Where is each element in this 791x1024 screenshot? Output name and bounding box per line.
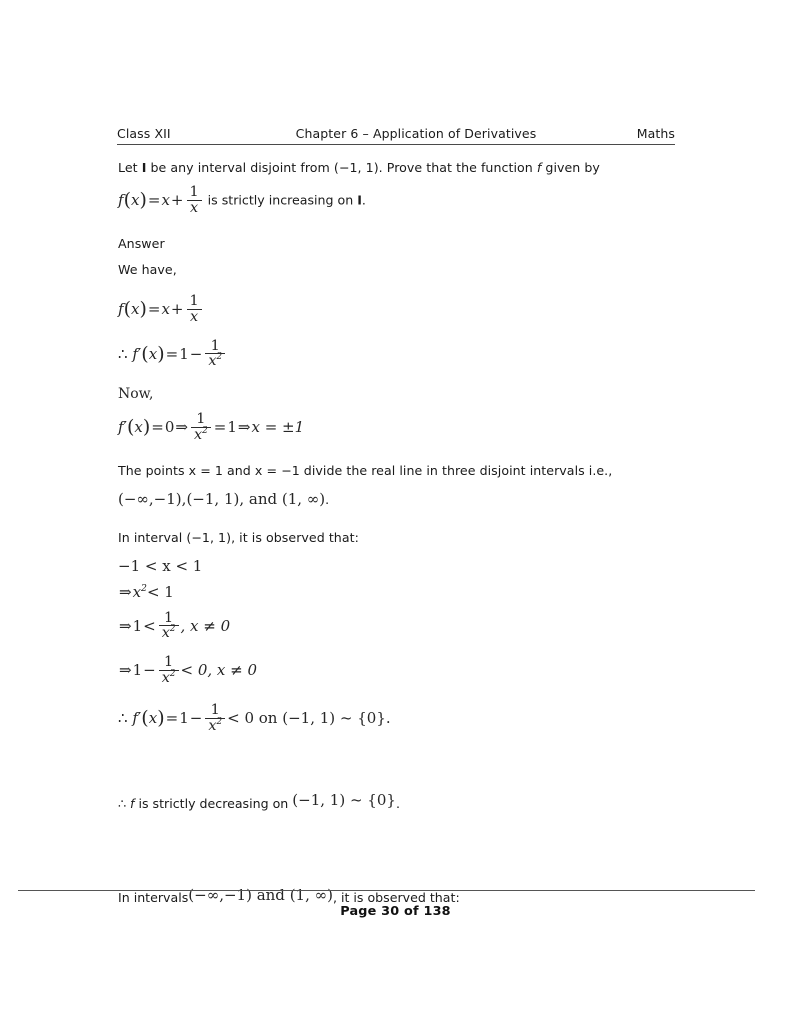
eq-f-symbol: f (118, 191, 124, 210)
deriv-equals-sign: = (165, 344, 179, 363)
ineq3-den-exponent: 2 (169, 624, 176, 635)
concl-therefore-symbol: ∴ (118, 709, 128, 728)
fn-fraction-numerator: 1 (189, 293, 199, 310)
decreasing-text: is strictly decreasing on (134, 795, 293, 811)
fn-equals-sign: = (147, 300, 161, 319)
decreasing-function-symbol: f (130, 795, 135, 811)
ineq3-fraction-numerator: 1 (164, 609, 174, 626)
decreasing-interval-expression: (−1, 1) ~ {0} (292, 791, 396, 810)
concl-minus-sign: − (189, 709, 203, 728)
intervals-comma: , (181, 490, 187, 508)
fn-fraction-one-over-x (187, 294, 202, 324)
concl-f-symbol: f (132, 709, 138, 728)
crit-equals-sign: = (151, 418, 164, 437)
ineq4-one: 1 (132, 660, 143, 679)
deriv-f-symbol: f (132, 344, 138, 363)
ineq4-tail: < 0, x ≠ 0 (180, 660, 258, 679)
fn-paren-close: ) (139, 298, 147, 321)
crit-den-exponent: 2 (202, 426, 208, 437)
ineq2-rest: < 1 (146, 582, 174, 601)
critical-points-sentence: The points x = 1 and x = −1 divide the real line in three disjoint intervals i.e., (118, 462, 613, 478)
ineq3-den-base: x (161, 625, 170, 642)
concl-fraction-denominator (205, 718, 225, 734)
ineq3-fraction-one-over-x-squared (159, 611, 179, 641)
question-statement (118, 158, 678, 178)
page-header (117, 126, 675, 145)
inequality-row-1 (118, 556, 678, 576)
in-intervals-first: (−∞,−1) (188, 885, 252, 904)
therefore-symbol: ∴ (118, 344, 128, 363)
ineq3-tail: , x ≠ 0 (180, 616, 231, 635)
deriv-minus-sign: − (189, 344, 203, 363)
concl-less-than-zero: < 0 on (227, 709, 278, 728)
crit-fraction-denominator (191, 427, 211, 443)
ineq2-implies: ⇒ (119, 582, 132, 601)
fn-fraction-denominator: x (187, 309, 202, 325)
question-text-part3: given by (541, 160, 600, 175)
deriv-paren-close: ) (157, 342, 165, 365)
equation-derivative (118, 339, 227, 369)
footer-divider (18, 890, 755, 891)
in-intervals-prefix: In intervals (118, 890, 189, 906)
eq-paren-close: ) (139, 189, 147, 212)
document-body (118, 158, 678, 909)
intervals-row (118, 489, 678, 510)
crit-one: 1 (227, 418, 237, 437)
ineq4-fraction-denominator (159, 670, 179, 686)
inequality-2 (118, 583, 174, 601)
in-interval-sentence: In interval (−1, 1), it is observed that: (118, 529, 359, 545)
concl-equals-sign: = (165, 709, 179, 728)
crit-fraction-numerator: 1 (196, 411, 206, 428)
conclusion-inequality (118, 703, 391, 733)
ineq3-fraction-denominator (159, 625, 179, 641)
equation-f-definition (118, 185, 204, 215)
inequality-row-3 (118, 611, 678, 641)
crit-fraction-one-over-x-squared (191, 412, 211, 442)
intervals-trailing-period: . (325, 491, 330, 507)
ineq3-implies: ⇒ (119, 616, 132, 635)
we-have-label: We have, (118, 262, 177, 278)
fn-paren-open: ( (123, 298, 131, 321)
concl-den-exponent: 2 (216, 717, 223, 728)
crit-den-base: x (193, 426, 203, 443)
inequality-4 (118, 655, 257, 685)
concl-paren-open: ( (141, 707, 149, 730)
header-chapter-title: Chapter 6 – Application of Derivatives (295, 126, 537, 141)
in-intervals-second: (1, ∞) (289, 885, 333, 904)
ineq4-fraction-numerator: 1 (164, 653, 174, 670)
answer-label: Answer (118, 236, 165, 252)
concl-one: 1 (179, 709, 189, 728)
concl-period: . (385, 709, 391, 728)
question-text-part2: be any interval disjoint from (−1, 1). Prove that the function (146, 160, 537, 175)
eq-plus-sign: + (170, 191, 184, 210)
strictly-decreasing-row (118, 791, 678, 815)
question-equation-row (118, 186, 678, 216)
ineq3-less-than: < (143, 616, 156, 635)
interval-one-to-infinity: (1, ∞) (281, 490, 326, 508)
eq-fraction-one-over-x (187, 185, 202, 215)
concl-fraction-one-over-x-squared (205, 703, 225, 733)
ineq4-den-base: x (161, 669, 170, 686)
ineq4-fraction-one-over-x-squared (159, 655, 179, 685)
concl-fraction-numerator: 1 (210, 702, 220, 719)
fn-variable-x: x (130, 300, 140, 319)
ineq4-minus: − (143, 660, 156, 679)
fn-plus-sign: + (170, 300, 184, 319)
question-equation-period: . (361, 192, 366, 208)
in-intervals-expression (188, 885, 333, 905)
crit-prime-symbol: ′ (123, 418, 127, 437)
eq-fraction-denominator: x (187, 200, 202, 216)
question-equation-trailing-text: is strictly increasing on (203, 192, 358, 208)
equation-row-derivative (118, 339, 678, 369)
equation-critical-points (118, 412, 304, 442)
ineq3-one: 1 (132, 616, 143, 635)
conclusion-inequality-row (118, 703, 678, 733)
concl-prime-symbol: ′ (137, 709, 142, 728)
deriv-one: 1 (179, 344, 189, 363)
deriv-paren-open: ( (141, 342, 149, 365)
page-number-label: Page 30 of 138 (340, 904, 451, 919)
crit-f-symbol: f (118, 418, 124, 437)
crit-implies-1: ⇒ (175, 418, 188, 437)
deriv-fraction-one-over-x-squared (205, 339, 225, 369)
ineq2-x: x (132, 582, 142, 601)
eq-rhs-x: x (161, 191, 170, 210)
crit-equals-sign-2: = (213, 418, 227, 437)
equation-function (118, 294, 204, 324)
ineq4-implies: ⇒ (119, 660, 132, 679)
header-class-label: Class XII (117, 126, 171, 141)
deriv-fraction-numerator: 1 (210, 337, 220, 354)
question-text-part1: Let (118, 160, 142, 175)
intervals-and-text: , and (239, 490, 282, 508)
eq-fraction-numerator: 1 (189, 184, 199, 200)
concl-variable-x: x (148, 709, 158, 728)
in-intervals-suffix: , it is observed that: (332, 890, 460, 906)
deriv-prime-symbol: ′ (137, 344, 142, 363)
concl-paren-close: ) (157, 707, 165, 730)
header-divider (117, 144, 675, 145)
inequality-row-2 (118, 581, 678, 601)
interval-minus-one-to-one: (−1, 1) (186, 490, 240, 508)
ineq2-exponent: 2 (141, 582, 147, 594)
header-row (117, 126, 675, 141)
decreasing-therefore-prefix: ∴ (118, 795, 131, 811)
inequality-3 (118, 611, 230, 641)
now-label-row (118, 383, 678, 402)
eq-variable-x: x (130, 191, 140, 210)
in-intervals-and: and (251, 885, 290, 904)
fn-f-symbol: f (118, 300, 124, 319)
concl-den-base: x (208, 717, 217, 734)
question-function-symbol: f (536, 160, 542, 175)
question-equation-interval-symbol: I (357, 192, 362, 208)
crit-paren-close: ) (142, 416, 151, 439)
fn-rhs-x: x (161, 300, 170, 319)
intervals-expression (118, 490, 325, 508)
crit-paren-open: ( (126, 416, 135, 439)
inequality-row-4 (118, 655, 678, 685)
eq-paren-open: ( (123, 189, 131, 212)
inequality-1: −1 < x < 1 (118, 557, 203, 575)
deriv-den-base: x (208, 353, 217, 370)
decreasing-period: . (395, 795, 400, 811)
interval-negative-infinity-to-minus-one: (−∞,−1) (118, 490, 182, 508)
question-interval-symbol: I (141, 160, 147, 175)
crit-implies-2: ⇒ (237, 418, 251, 437)
now-label: Now, (118, 385, 154, 402)
ineq4-den-exponent: 2 (169, 668, 176, 679)
equation-row-critical-points (118, 412, 678, 442)
concl-interval-set: (−1, 1) ~ {0} (282, 709, 386, 728)
deriv-den-exponent: 2 (216, 352, 223, 363)
crit-variable-x: x (134, 418, 143, 437)
deriv-variable-x: x (148, 344, 158, 363)
crit-solution: x = ±1 (251, 418, 305, 437)
eq-equals-sign: = (147, 191, 161, 210)
header-subject-label: Maths (636, 126, 675, 141)
deriv-fraction-denominator (205, 353, 225, 369)
equation-row-function (118, 294, 678, 324)
crit-zero: 0 (164, 418, 175, 437)
